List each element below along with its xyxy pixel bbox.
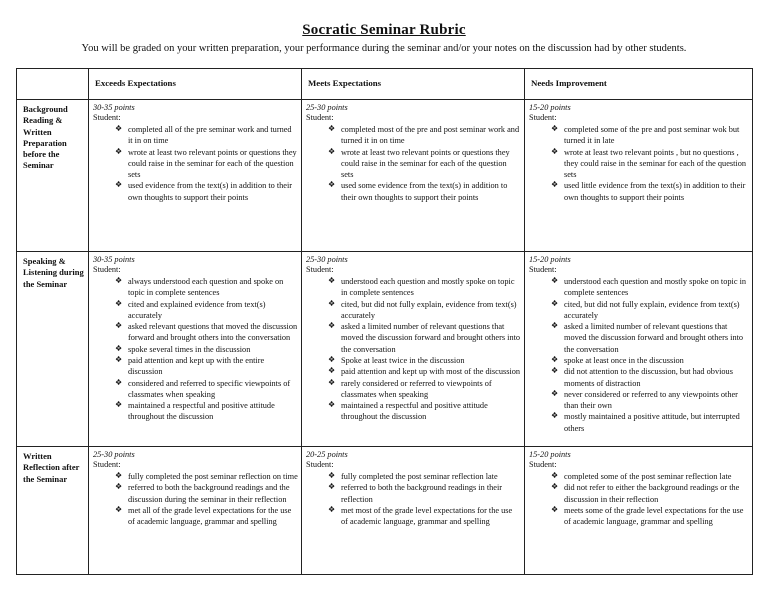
student-label: Student: [93, 460, 121, 470]
criteria-item [93, 147, 298, 181]
diamond-bullet-icon: ❖ [115, 471, 123, 481]
criteria-item [306, 276, 521, 299]
diamond-bullet-icon: ❖ [328, 482, 336, 492]
criteria-list [93, 276, 298, 423]
criteria-item [529, 482, 749, 505]
criteria-text: completed some of the post seminar reflection late [564, 472, 732, 482]
criteria-item [93, 378, 298, 401]
header-corner [17, 69, 89, 100]
diamond-bullet-icon: ❖ [115, 504, 123, 514]
criteria-text: understood each question and mostly spoke on topic in complete sentences [341, 277, 515, 298]
criteria-text: did not attention to the discussion, but had obvious moments of distraction [564, 367, 733, 388]
diamond-bullet-icon: ❖ [115, 146, 123, 156]
diamond-bullet-icon: ❖ [328, 366, 336, 376]
diamond-bullet-icon: ❖ [115, 482, 123, 492]
criteria-item [529, 147, 749, 181]
row-speaking-listening [17, 252, 753, 447]
diamond-bullet-icon: ❖ [551, 124, 559, 134]
criteria-text: asked a limited number of relevant questions that moved the discussion forward and brought others into the conversation [564, 322, 744, 354]
points-range: 20-25 points [306, 450, 348, 459]
criteria-item [306, 355, 521, 366]
diamond-bullet-icon: ❖ [328, 321, 336, 331]
student-label: Student: [306, 460, 334, 470]
criteria-list [93, 471, 298, 527]
rubric-cell [302, 100, 525, 252]
points-range: 15-20 points [529, 255, 571, 264]
criteria-text: paid attention and kept up with the entire discussion [128, 356, 265, 377]
criteria-item [306, 471, 521, 482]
criteria-list [306, 471, 521, 527]
criteria-item [93, 344, 298, 355]
rubric-cell [302, 447, 525, 575]
diamond-bullet-icon: ❖ [551, 180, 559, 190]
criteria-item [306, 400, 521, 423]
rubric-cell [89, 447, 302, 575]
criteria-list [306, 276, 521, 423]
diamond-bullet-icon: ❖ [551, 411, 559, 421]
diamond-bullet-icon: ❖ [328, 146, 336, 156]
criteria-list [529, 276, 749, 434]
criteria-text: paid attention and kept up with most of the discussion [341, 367, 521, 377]
diamond-bullet-icon: ❖ [115, 321, 123, 331]
criteria-text: fully completed the post seminar reflection late [341, 472, 498, 482]
diamond-bullet-icon: ❖ [115, 355, 123, 365]
rubric-cell [89, 100, 302, 252]
category-label: Background Reading & Written Preparation before the Seminar [17, 100, 89, 252]
criteria-item [529, 411, 749, 434]
criteria-text: referred to both the background readings in their reflection [341, 483, 503, 504]
criteria-item [306, 505, 521, 528]
criteria-text: mostly maintained a positive attitude, but interrupted others [564, 412, 740, 433]
criteria-item [93, 180, 298, 203]
header-row [17, 69, 753, 100]
diamond-bullet-icon: ❖ [115, 276, 123, 286]
criteria-item [529, 505, 749, 528]
student-label: Student: [306, 113, 334, 123]
criteria-text: fully completed the post seminar reflection on time [128, 472, 298, 482]
diamond-bullet-icon: ❖ [551, 388, 559, 398]
diamond-bullet-icon: ❖ [551, 355, 559, 365]
student-label: Student: [529, 460, 557, 470]
criteria-text: wrote at least two relevant points or questions they could raise in the seminar for each of the question sets [341, 147, 510, 180]
criteria-item [306, 299, 521, 322]
criteria-item [306, 321, 521, 355]
page-subtitle: You will be graded on your written preparation, your performance during the seminar and/or your notes on the discussion had by other students. [81, 43, 687, 54]
criteria-text: spoke at least once in the discussion [564, 356, 684, 366]
criteria-item [306, 482, 521, 505]
diamond-bullet-icon: ❖ [115, 377, 123, 387]
criteria-item [93, 299, 298, 322]
criteria-text: completed some of the pre and post seminar wok but turned it in late [564, 125, 740, 146]
criteria-text: maintained a respectful and positive attitude throughout the discussion [128, 401, 275, 422]
criteria-text: spoke several times in the discussion [128, 344, 251, 354]
category-label: Written Reflection after the Seminar [17, 447, 89, 575]
points-range: 30-35 points [93, 103, 135, 112]
header-needs-improvement: Needs Improvement [525, 69, 753, 100]
criteria-item [93, 471, 298, 482]
criteria-item [93, 505, 298, 528]
criteria-item [529, 471, 749, 482]
criteria-item [93, 400, 298, 423]
criteria-text: maintained a respectful and positive attitude throughout the discussion [341, 401, 488, 422]
points-range: 25-30 points [306, 103, 348, 112]
diamond-bullet-icon: ❖ [115, 400, 123, 410]
category-label: Speaking & Listening during the Seminar [17, 252, 89, 447]
diamond-bullet-icon: ❖ [328, 276, 336, 286]
criteria-item [306, 180, 521, 203]
criteria-text: used little evidence from the text(s) in addition to their own thoughts to support their points [564, 181, 746, 202]
criteria-item [529, 299, 749, 322]
criteria-text: referred to both the background readings and the discussion during the seminar in their reflection [128, 483, 290, 504]
diamond-bullet-icon: ❖ [115, 343, 123, 353]
criteria-text: always understood each question and spoke on topic in complete sentences [128, 277, 284, 298]
diamond-bullet-icon: ❖ [551, 276, 559, 286]
diamond-bullet-icon: ❖ [328, 180, 336, 190]
criteria-item [306, 378, 521, 401]
diamond-bullet-icon: ❖ [551, 504, 559, 514]
criteria-item [93, 124, 298, 147]
student-label: Student: [93, 113, 121, 123]
criteria-text: cited and explained evidence from text(s) accurately [128, 299, 266, 320]
row-background-reading [17, 100, 753, 252]
criteria-text: meets some of the grade level expectations for the use of academic language, grammar and spelling [564, 505, 744, 527]
points-range: 25-30 points [93, 450, 135, 459]
points-range: 25-30 points [306, 255, 348, 264]
diamond-bullet-icon: ❖ [328, 298, 336, 308]
row-written-reflection [17, 447, 753, 575]
rubric-table [16, 68, 753, 575]
page-title: Socratic Seminar Rubric [302, 22, 466, 38]
diamond-bullet-icon: ❖ [328, 400, 336, 410]
rubric-cell [525, 252, 753, 447]
points-range: 15-20 points [529, 103, 571, 112]
criteria-text: rarely considered or referred to viewpoints of classmates when speaking [341, 378, 492, 399]
diamond-bullet-icon: ❖ [551, 366, 559, 376]
diamond-bullet-icon: ❖ [328, 471, 336, 481]
criteria-item [306, 147, 521, 181]
points-range: 30-35 points [93, 255, 135, 264]
criteria-item [93, 276, 298, 299]
diamond-bullet-icon: ❖ [551, 321, 559, 331]
criteria-item [529, 355, 749, 366]
criteria-list [306, 124, 521, 203]
diamond-bullet-icon: ❖ [115, 298, 123, 308]
diamond-bullet-icon: ❖ [328, 355, 336, 365]
criteria-text: did not refer to either the background readings or the discussion in their reflection [564, 483, 740, 504]
diamond-bullet-icon: ❖ [551, 298, 559, 308]
criteria-text: asked a limited number of relevant questions that moved the discussion forward and brought others into the conversation [341, 322, 521, 354]
criteria-item [529, 124, 749, 147]
criteria-item [93, 355, 298, 378]
criteria-item [306, 124, 521, 147]
criteria-text: met most of the grade level expectations for the use of academic language, grammar and spelling [341, 505, 513, 527]
diamond-bullet-icon: ❖ [328, 124, 336, 134]
criteria-text: understood each question and mostly spoke on topic in complete sentences [564, 277, 747, 298]
criteria-text: cited, but did not fully explain, evidence from text(s) accurately [564, 299, 740, 320]
criteria-item [306, 366, 521, 377]
student-label: Student: [529, 265, 557, 275]
criteria-text: completed all of the pre seminar work and turned it in on time [128, 125, 292, 146]
header-exceeds: Exceeds Expectations [89, 69, 302, 100]
criteria-text: used evidence from the text(s) in addition to their own thoughts to support their points [128, 181, 293, 202]
diamond-bullet-icon: ❖ [551, 482, 559, 492]
rubric-cell [525, 447, 753, 575]
rubric-cell [525, 100, 753, 252]
criteria-text: never considered or referred to any viewpoints other than their own [564, 389, 738, 411]
criteria-list [93, 124, 298, 203]
student-label: Student: [306, 265, 334, 275]
criteria-item [93, 321, 298, 344]
criteria-item [529, 389, 749, 412]
rubric-cell [89, 252, 302, 447]
diamond-bullet-icon: ❖ [551, 146, 559, 156]
criteria-text: wrote at least two relevant points or questions they could raise in the seminar for each of the question sets [128, 147, 297, 180]
diamond-bullet-icon: ❖ [551, 471, 559, 481]
points-range: 15-20 points [529, 450, 571, 459]
header-meets: Meets Expectations [302, 69, 525, 100]
criteria-list [529, 124, 749, 203]
criteria-text: met all of the grade level expectations for the use of academic language, grammar and spelling [128, 505, 292, 527]
criteria-item [529, 276, 749, 299]
rubric-cell [302, 252, 525, 447]
criteria-text: completed most of the pre and post seminar work and turned it in on time [341, 125, 520, 146]
diamond-bullet-icon: ❖ [115, 124, 123, 134]
student-label: Student: [93, 265, 121, 275]
criteria-text: cited, but did not fully explain, evidence from text(s) accurately [341, 299, 517, 320]
criteria-text: wrote at least two relevant points , but no questions , they could raise in the seminar for each of the question sets [564, 147, 747, 180]
diamond-bullet-icon: ❖ [328, 504, 336, 514]
criteria-text: considered and referred to specific viewpoints of classmates when speaking [128, 378, 291, 399]
criteria-item [93, 482, 298, 505]
criteria-item [529, 180, 749, 203]
criteria-item [529, 321, 749, 355]
criteria-text: asked relevant questions that moved the discussion forward and brought others into the conversation [128, 322, 298, 343]
criteria-list [529, 471, 749, 527]
student-label: Student: [529, 113, 557, 123]
diamond-bullet-icon: ❖ [115, 180, 123, 190]
criteria-text: Spoke at least twice in the discussion [341, 356, 465, 366]
diamond-bullet-icon: ❖ [328, 377, 336, 387]
criteria-item [529, 366, 749, 389]
criteria-text: used some evidence from the text(s) in addition to their own thoughts to support their points [341, 181, 508, 202]
